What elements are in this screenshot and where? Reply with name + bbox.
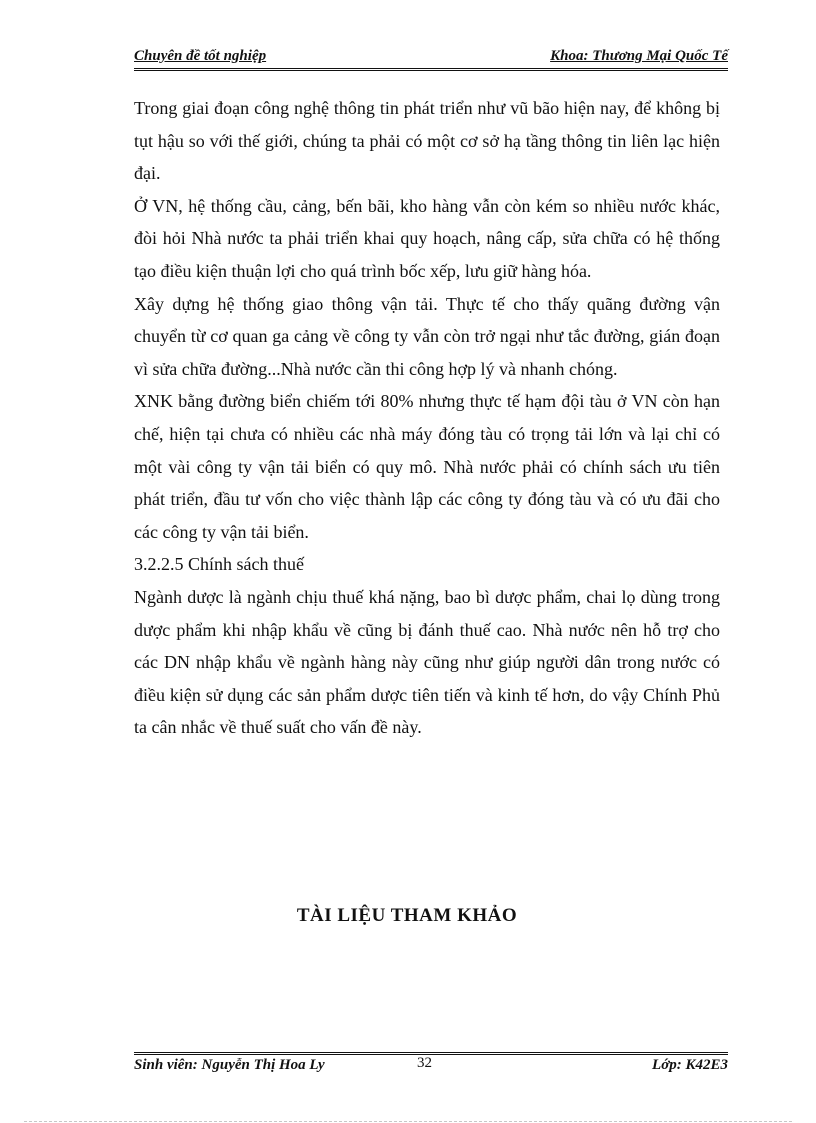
header-title: Chuyên đề tốt nghiệp <box>134 48 267 64</box>
section-heading: 3.2.2.5 Chính sách thuế <box>134 554 304 575</box>
page-number: 32 <box>417 1055 432 1071</box>
references-title: TÀI LIỆU THAM KHẢO <box>296 905 518 926</box>
paragraph-transport: Xây dựng hệ thống giao thông vận tải. Thực tế cho thấy quãng đường vận chuyển từ cơ quan ga cảng về công ty vẫn còn trở ngại như tắc đường, gián đoạn vì sửa chữa đường...Nhà nước cần thi công hợp lý và nhanh chóng. <box>134 293 720 379</box>
paragraph-tax-policy: Ngành dược là ngành chịu thuế khá nặng, bao bì dược phẩm, chai lọ dùng trong dược phẩm khi nhập khẩu về cũng bị đánh thuế cao. Nhà nước nên hỗ trợ cho các DN nhập khẩu về ngành hàng này cũng như giúp người dân trong nước có điều kiện sử dụng các sản phẩm dược tiên tiến và kinh tế hơn, do vậy Chính Phủ ta cân nhắc về thuế suất cho vấn đề này. <box>134 586 720 738</box>
page-header <box>134 48 728 70</box>
page-edge-divider <box>24 1121 792 1122</box>
footer-student: Sinh viên: Nguyễn Thị Hoa Ly <box>134 1057 325 1073</box>
page-footer <box>134 1057 728 1079</box>
header-divider <box>134 68 728 71</box>
body-text <box>134 92 720 744</box>
header-faculty: Khoa: Thương Mại Quốc Tế <box>550 48 728 64</box>
paragraph-shipping: XNK bằng đường biển chiếm tới 80% nhưng thực tế hạm đội tàu ở VN còn hạn chế, hiện tại chưa có nhiều các nhà máy đóng tàu có trọng tải lớn và lại chỉ có một vài công ty vận tải biển có quy mô. Nhà nước phải có chính sách ưu tiên phát triển, đầu tư vốn cho việc thành lập các công ty đóng tàu và có ưu đãi cho các công ty vận tải biển. <box>134 391 720 542</box>
paragraph-ports-warehouses: Ở VN, hệ thống cầu, cảng, bến bãi, kho hàng vẫn còn kém so nhiều nước khác, đòi hỏi Nhà nước ta phải triển khai quy hoạch, nâng cấp, sửa chữa có hệ thống tạo điều kiện thuận lợi cho quá trình bốc xếp, lưu giữ hàng hóa. <box>134 195 720 281</box>
paragraph-infrastructure-it: Trong giai đoạn công nghệ thông tin phát triển như vũ bão hiện nay, để không bị tụt hậu so với thế giới, chúng ta phải có một cơ sở hạ tầng thông tin liên lạc hiện đại. <box>134 98 720 184</box>
footer-class: Lớp: K42E3 <box>652 1057 728 1073</box>
